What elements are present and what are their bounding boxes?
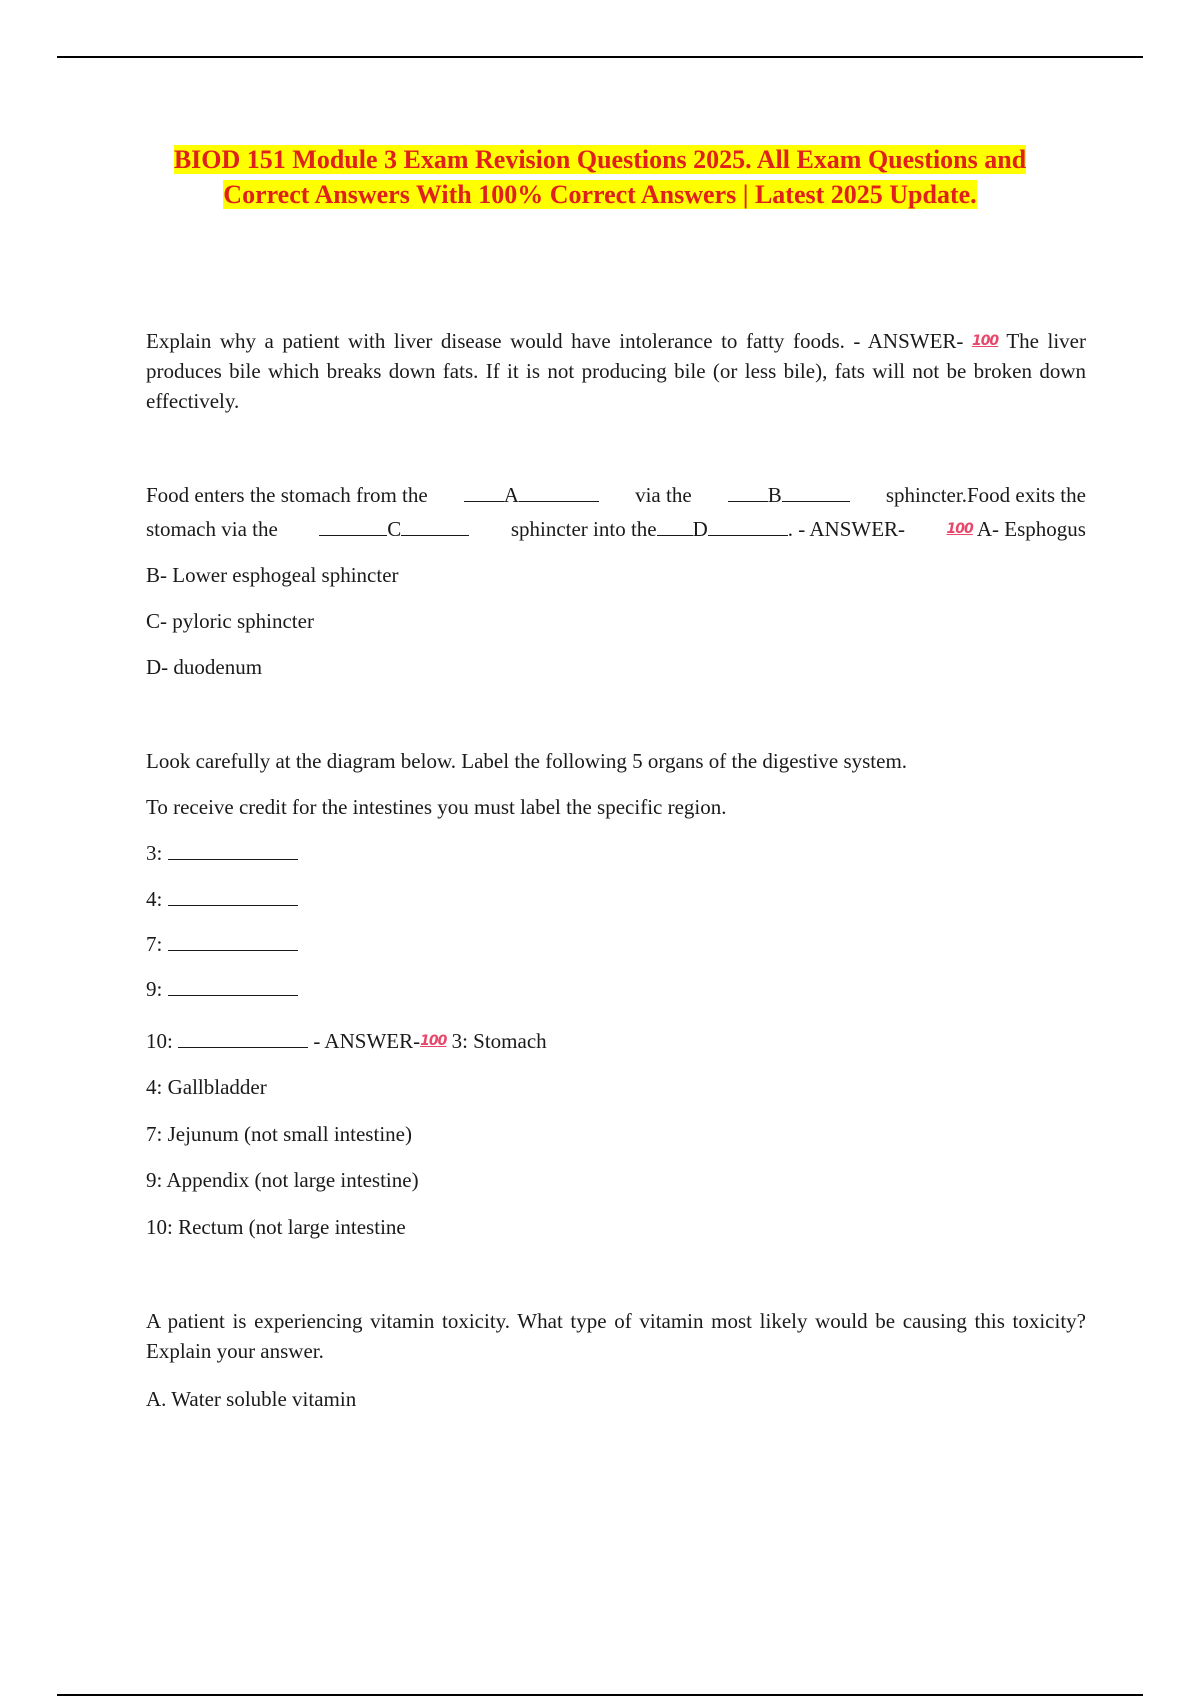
q3-answer-3: 3: Stomach — [451, 1029, 547, 1053]
q2-answer-a: A- Esphogus — [976, 517, 1086, 541]
q3-label-4: 4: — [146, 884, 298, 914]
q3-label-7: 7: — [146, 929, 298, 959]
footer-rule — [57, 1694, 1143, 1696]
q3-label-9: 9: — [146, 974, 298, 1004]
question-2-line-1 — [146, 480, 1086, 510]
q2-blank-a: A — [503, 483, 519, 507]
q3-answer-7: 7: Jejunum (not small intestine) — [146, 1122, 412, 1146]
q3-label-10: 10: - ANSWER-100 3: Stomach — [146, 1029, 547, 1053]
q3-intro: Look carefully at the diagram below. Label the following 5 organs of the digestive system. — [146, 749, 908, 773]
q2-text-5: sphincter into the — [510, 517, 657, 541]
q2-text-3: sphincter.Food exits the — [885, 483, 1086, 507]
q3-answer-4: 4: Gallbladder — [146, 1075, 267, 1099]
question-4: A patient is experiencing vitamin toxicity. What type of vitamin most likely would be causing this toxicity? Explain your answer. — [146, 1309, 1086, 1363]
q2-text-1: Food enters the stomach from the — [146, 483, 428, 507]
hundred-points-icon: 100 — [420, 1033, 447, 1049]
q3-label-3: 3: — [146, 838, 298, 868]
q2-text-4: stomach via the — [146, 517, 278, 541]
question-2-line-2 — [146, 514, 1086, 544]
title-line-2: Correct Answers With 100% Correct Answers | Latest 2025 Update. — [223, 180, 977, 209]
q3-answer-10: 10: Rectum (not large intestine — [146, 1215, 406, 1239]
q2-answer-d: D- duodenum — [146, 655, 263, 679]
q3-answer-9: 9: Appendix (not large intestine) — [146, 1168, 419, 1192]
q2-text-6: . - ANSWER- — [787, 517, 906, 541]
hundred-points-icon: 100 — [971, 333, 999, 349]
q2-answer-b: B- Lower esphogeal sphincter — [146, 563, 399, 587]
q2-blank-c: C — [387, 517, 402, 541]
q3-note: To receive credit for the intestines you must label the specific region. — [146, 795, 727, 819]
header-rule — [57, 56, 1143, 58]
title-line-1: BIOD 151 Module 3 Exam Revision Questions 2025. All Exam Questions and — [173, 145, 1027, 174]
q2-blank-d: D — [692, 517, 708, 541]
hundred-points-icon: 100 — [946, 521, 973, 537]
question-1 — [146, 326, 1086, 416]
document-title — [100, 142, 1100, 212]
q2-blank-b: B — [767, 483, 782, 507]
q3-answer-label: - ANSWER- — [313, 1029, 421, 1053]
q2-answer-c: C- pyloric sphincter — [146, 609, 314, 633]
question-1-answer: The liver produces bile which breaks down fats. If it is not producing bile (or less bile), fats will not be broken down effectively. — [146, 329, 1087, 413]
q4-option-a: A. Water soluble vitamin — [146, 1387, 357, 1411]
question-1-text: Explain why a patient with liver disease would have intolerance to fatty foods. - ANSWER- — [146, 329, 964, 353]
q2-text-2: via the — [635, 483, 692, 507]
